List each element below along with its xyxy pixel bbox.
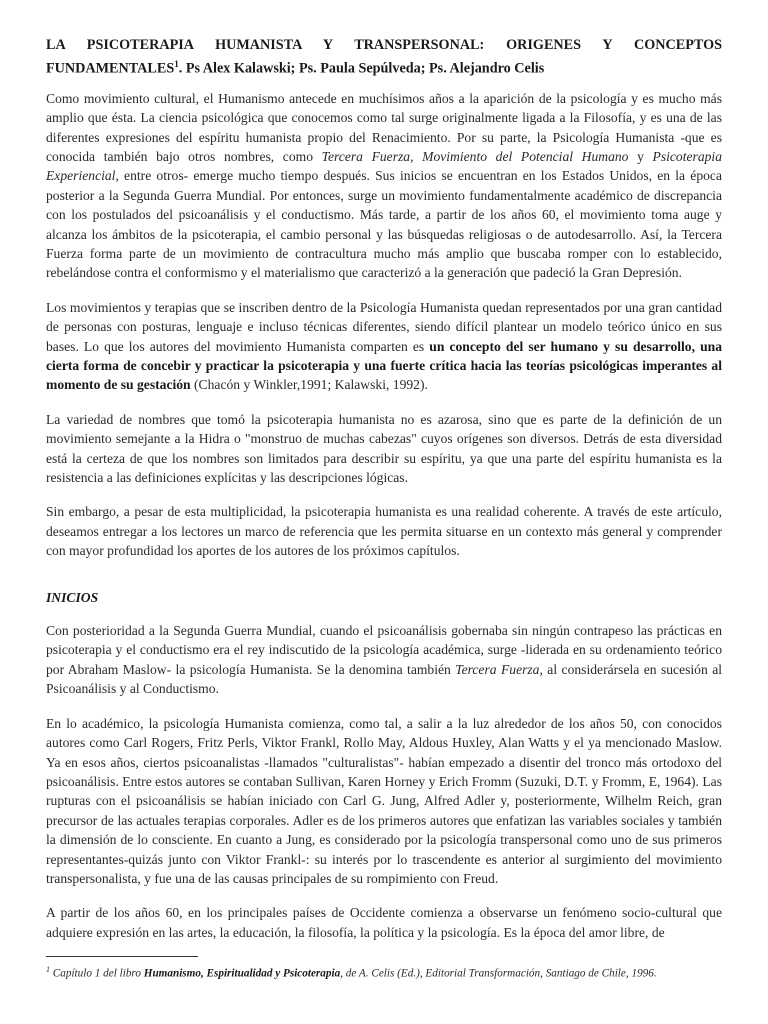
paragraph-1: Como movimiento cultural, el Humanismo antecede en muchísimos años a la aparición de la psicología y es mucho más amplio que ésta. La ciencia psicológica que conocemos como tal surge originalmente ligada a la Filosofía, y es una de las diferentes expresiones del espíritu humanista propio del Renacimiento. Por su parte, la Psicología Humanista -que es conocida también bajo otros nombres, como Tercera Fuerza, Movimiento del Potencial Humano y Psicoterapia Experiencial, entre otros- emerge mucho tiempo después. Sus inicios se encuentran en los Estados Unidos, en la época posterior a la Segunda Guerra Mundial. Por entonces, surge un movimiento fundamentalmente académico de discrepancia con los postulados del psicoanálisis y el conductismo. Más tarde, a partir de los años 60, el movimiento toma auge y alcanza los ámbitos de la psicoterapia, el cambio personal y las búsquedas religiosas o de autodesarrollo. Así, la Tercera Fuerza forma parte de un movimiento de contracultura mucho más amplio que buscaba romper con lo establecido, rebelándose contra el conformismo y el materialismo que caracterizó a la generación que padeció la Gran Depresión. xyxy=(46,90,723,281)
document-title xyxy=(46,36,722,79)
term-potencial-humano: Movimiento del Potencial Humano xyxy=(422,148,629,164)
footnote-number: 1 xyxy=(46,965,50,974)
paragraph-7: A partir de los años 60, en los principales países de Occidente comienza a observarse un fenómeno socio-cultural que adquiere expresión en las artes, la educación, la filosofía, la política y la psicología. Es la época del amor libre, de xyxy=(46,905,722,940)
book-title: Humanismo, Espiritualidad y Psicoterapia xyxy=(143,967,341,980)
paragraph-5: Con posterioridad a la Segunda Guerra Mundial, cuando el psicoanálisis gobernaba sin ningún contrapeso las prácticas en psicoterapia y el conductismo era el rey indiscutido de la psicología académica, surge -liderada en su ordenamiento teórico por Abraham Maslow- la psicología Humanista. Se la denomina también Tercera Fuerza, al considerársela en sucesión al Psicoanálisis y al Conductismo. xyxy=(46,623,723,697)
document-page xyxy=(46,36,722,957)
footnote-divider xyxy=(46,956,198,957)
term-tercera-fuerza: Tercera Fuerza xyxy=(321,148,411,164)
footnote: $^1$ Capítulo 1 del libro Humanismo, Espiritualidad y Psicoterapia, de A. Celis (Ed.), Editorial Transformación, Santiago de Chile, 1996. xyxy=(46,965,657,980)
title-main: LA PSICOTERAPIA HUMANISTA Y TRANSPERSONAL: ORIGENES Y CONCEPTOS FUNDAMENTALES xyxy=(46,37,722,77)
term-psicoterapia-experiencial: Psicoterapia Experiencial xyxy=(46,148,723,184)
paragraph-4: Sin embargo, a pesar de esta multiplicidad, la psicoterapia humanista es una realidad coherente. A través de este artículo, deseamos entregar a los lectores un marco de referencia que les permita situarse en un contexto más general y comprender con mayor profundidad los aportes de los autores de los próximos capítulos. xyxy=(46,504,722,559)
paragraph-3: La variedad de nombres que tomó la psicoterapia humanista no es azarosa, sino que es parte de la definición de un movimiento semejante a la Hidra o "monstruo de muchas cabezas" cuyos orígenes son diversos. Detrás de esta diversidad está la certeza de que los nombres son limitados para describir su espíritu, ya que una parte del espíritu humanista es la resistencia a las definiciones explícitas y las descripciones lógicas. xyxy=(46,411,722,486)
title-authors: . Ps Alex Kalawski; Ps. Paula Sepúlveda; Ps. Alejandro Celis xyxy=(178,60,545,77)
paragraph-6: En lo académico, la psicología Humanista comienza, como tal, a salir a la luz alrededor de los años 50, con conocidos autores como Carl Rogers, Fritz Perls, Viktor Frankl, Rollo May, Aldous Huxley, Alan Watts y el ya mencionado Maslow. Ya en esos años, ciertos psicoanalistas -llamados "culturalistas"- habían empezado a disentir del tronco más ortodoxo del psicoanálisis. Entre estos autores se contaban Sullivan, Karen Horney y Erich Fromm (Suzuki, D.T. y Fromm, E, 1964). Las rupturas con el psicoanálisis se habían iniciado con Carl G. Jung, Alfred Adler y, posteriormente, Wilhelm Reich, gran precursor de las actuales terapias corporales. Adler es de los primeros autores que enfatizan las variables sociales y también la dimensión de lo consciente. En cuanto a Jung, es considerado por la psicología transpersonal como uno de sus primeros representantes-quizás junto con Viktor Frankl-: su interés por lo trascendente es anterior al surgimiento del movimiento transpersonalista, y fue una de las causas principales de su rompimiento con Freud. xyxy=(46,715,722,886)
bold-emphasis: un concepto del ser humano y su desarrollo, una cierta forma de concebir y practicar la psicoterapia y una fuerte crítica hacia las teorías psicológicas imperantes al momento de su gestación xyxy=(46,338,722,393)
term-tercera-fuerza-2: Tercera Fuerza, xyxy=(455,661,543,677)
paragraph-2: Los movimientos y terapias que se inscriben dentro de la Psicología Humanista quedan representados por una gran cantidad de personas con posturas, lenguaje e incluso técnicas diferentes, siendo difícil plantear un modelo teórico único en sus bases. Lo que los autores del movimiento Humanista comparten es un concepto del ser humano y su desarrollo, una cierta forma de concebir y practicar la psicoterapia y una fuerte crítica hacia las teorías psicológicas imperantes al momento de su gestación (Chacón y Winkler,1991; Kalawski, 1992). xyxy=(46,299,722,393)
section-heading-inicios: INICIOS xyxy=(46,589,99,605)
footnote-marker[interactable]: 1 xyxy=(174,59,179,69)
